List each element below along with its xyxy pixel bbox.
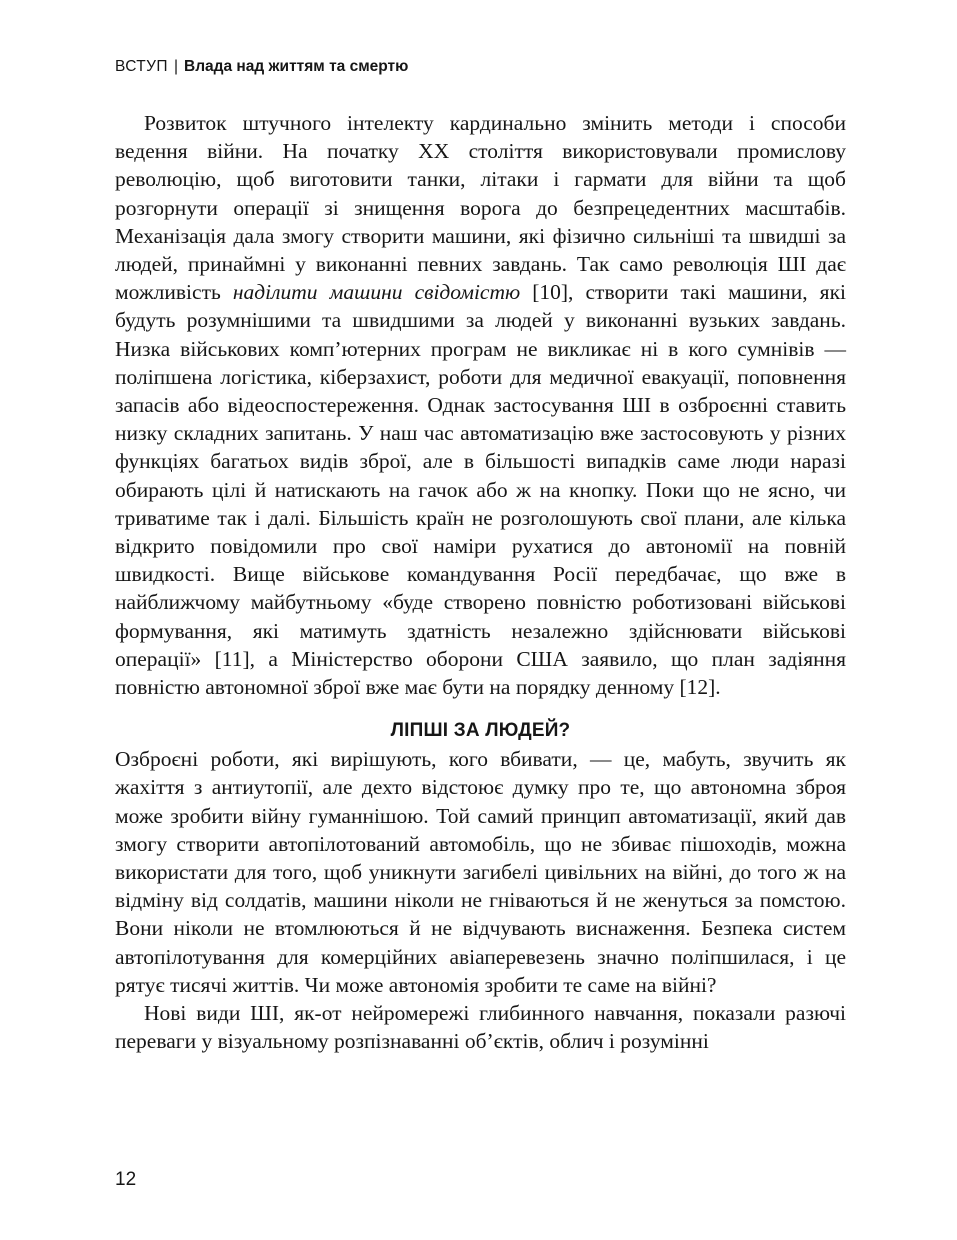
header-section-label: ВСТУП: [115, 58, 168, 75]
paragraph-1-emphasis: наділити машини свідомістю: [232, 280, 521, 305]
running-header: [115, 57, 408, 77]
page-number: 12: [115, 1169, 137, 1190]
paragraph-1-text-a: Розвиток штучного інтелекту кардинально змінить методи і способи ведення війни. На початку XX століття використовували промислову революцію, щоб виготовити танки, літаки і гармати для війни та щоб розгорнути операції зі знищення ворога до безпрецедентних масштабів. Механізація дала змогу створити машини, які фізично сильніші та швидші за людей, принаймні у виконанні певних завдань. Так само революція ШІ дає можливість: [115, 111, 846, 305]
section-heading: ЛІПШІ ЗА ЛЮДЕЙ?: [390, 720, 571, 742]
header-chapter-title: Влада над життям та смертю: [184, 58, 409, 75]
paragraph-new-ai-types: Нові види ШІ, як-от нейромережі глибинного навчання, показали разючі переваги у візуальному розпізнаванні об’єктів, облич і розумінні: [115, 1001, 846, 1054]
paragraph-armed-robots: Озброєні роботи, які вирішують, кого вбивати, — це, мабуть, звучить як жахіття з антиутопії, але дехто відстоює думку про те, що автономна зброя може зробити війну гуманнішою. Той самий принцип автоматизації, який дав змогу створити автопілотований автомобіль, що не збиває пішоходів, можна використати для того, щоб уникнути загибелі цивільних на війні, до того ж на відміну від солдатів, машини ніколи не гніваються й не женуться за помстою. Вони ніколи не втомлюються й не відчувають виснаження. Безпека систем автопілотування для комерційних авіаперевезень значно поліпшилася, і це рятує тисячі життів. Чи може автономія зробити те саме на війні?: [115, 747, 846, 997]
paragraph-1-text-b: [10], створити такі машини, які будуть розумнішими та швидшими за людей у виконанні вузьких завдань. Низка військових комп’ютерних програм не викликає ні в кого сумнівів — поліпшена логістика, кіберзахист, роботи для медичної евакуації, поповнення запасів або відеоспостереження. Однак застосування ШІ в озброєнні ставить низку складних запитань. У наш час автоматизацію вже застосовують у різних функціях багатьох видів зброї, але в більшості випадків саме люди наразі обирають цілі й натискають на гачок або ж на кнопку. Поки що не ясно, чи триватиме так і далі. Більшість країн не розголошують свої плани, але кілька відкрито повідомили про свої наміри рухатися до автономії на повній швидкості. Вище військове командування Росії передбачає, що вже в найближчому майбутньому «буде створено повністю роботизовані військові формування, які матимуть здатність незалежно здійснювати військові операції» [11], а Міністерство оборони США заявило, що план задіяння повністю автономної зброї вже має бути на порядку денному [12].: [115, 280, 846, 700]
paragraph-ai-warfare: [115, 109, 846, 701]
page-body: [115, 109, 846, 1056]
header-separator: |: [173, 58, 178, 75]
